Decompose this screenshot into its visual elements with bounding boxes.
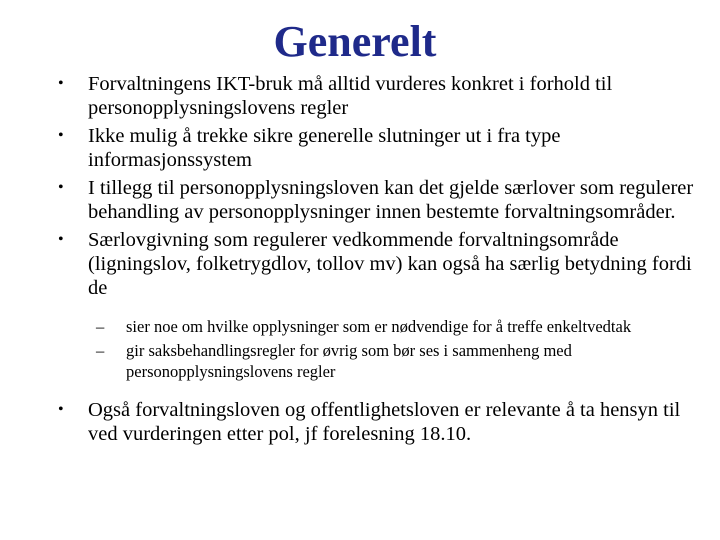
bullet-marker: • — [58, 127, 64, 144]
bullet-list — [58, 72, 698, 450]
bullet-item — [58, 176, 698, 224]
sub-bullet-item — [96, 316, 698, 337]
bullet-text: I tillegg til personopplysningsloven kan det gjelde særlover som regulerer behandling av personopplysninger innen bestemte forvaltningsområder. — [88, 177, 694, 223]
sub-bullet-list — [88, 316, 698, 382]
bullet-item — [58, 124, 698, 172]
bullet-marker: • — [58, 401, 64, 418]
sub-bullet-marker: – — [96, 317, 105, 336]
slide-title: Generelt — [273, 17, 437, 66]
sub-bullet-text: sier noe om hvilke opplysninger som er nødvendige for å treffe enkeltvedtak — [126, 317, 632, 336]
bullet-marker: • — [58, 231, 64, 248]
bullet-text: Også forvaltningsloven og offentlighetsloven er relevante å ta hensyn til ved vurderingen etter pol, jf forelesning 18.10. — [88, 399, 681, 445]
bullet-item — [58, 72, 698, 120]
bullet-text: Ikke mulig å trekke sikre generelle slutninger ut i fra type informasjonssystem — [88, 125, 561, 171]
bullet-item — [58, 398, 698, 446]
sub-bullet-marker: – — [96, 341, 105, 360]
bullet-marker: • — [58, 75, 64, 92]
bullet-text: Forvaltningens IKT-bruk må alltid vurderes konkret i forhold til personopplysningslovens regler — [88, 73, 613, 119]
sub-bullet-item — [96, 340, 698, 382]
bullet-item — [58, 228, 698, 382]
bullet-marker: • — [58, 179, 64, 196]
bullet-text: Særlovgivning som regulerer vedkommende forvaltningsområde (ligningslov, folketrygdlov, tollov mv) kan også ha særlig betydning fordi de — [88, 229, 692, 299]
sub-bullet-text: gir saksbehandlingsregler for øvrig som bør ses i sammenheng med personopplysningslovens regler — [126, 341, 572, 381]
